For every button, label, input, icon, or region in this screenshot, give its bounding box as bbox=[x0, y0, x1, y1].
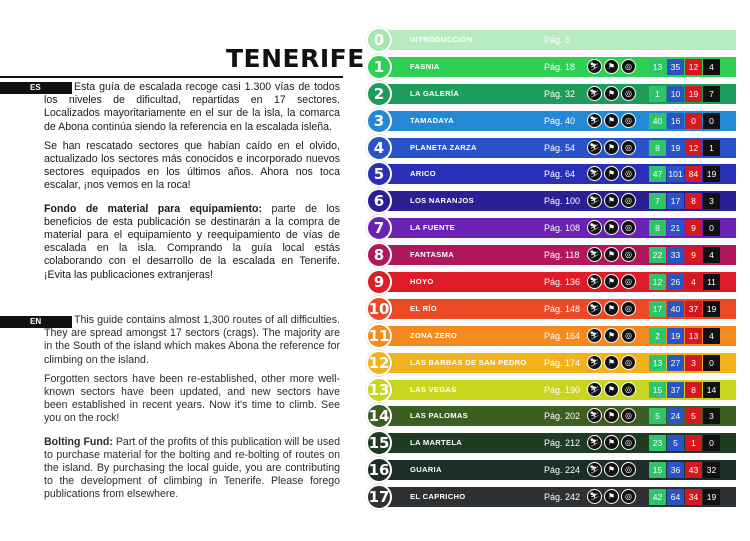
route-count: 4 bbox=[703, 59, 720, 75]
family-icon: ⚑ bbox=[604, 382, 619, 397]
sector-bar bbox=[378, 380, 736, 400]
sector-page: Pág. 100 bbox=[544, 196, 581, 207]
wind-icon: ◎ bbox=[621, 355, 636, 370]
wind-icon: ◎ bbox=[621, 247, 636, 262]
lang-tag-es: ES bbox=[0, 82, 72, 94]
route-counts bbox=[649, 220, 720, 236]
sector-name: EL RÍO bbox=[410, 303, 437, 313]
route-count: 1 bbox=[703, 140, 720, 156]
route-counts bbox=[649, 166, 720, 182]
sector-name: ARICO bbox=[410, 169, 436, 179]
sector-bar bbox=[378, 460, 736, 480]
sector-row[interactable] bbox=[366, 54, 736, 80]
route-count: 3 bbox=[685, 355, 702, 371]
sector-number-badge: 17 bbox=[366, 484, 392, 510]
family-icon: ⚑ bbox=[604, 301, 619, 316]
route-count: 7 bbox=[649, 193, 666, 209]
family-icon: ⚑ bbox=[604, 193, 619, 208]
sector-number-badge: 14 bbox=[366, 403, 392, 429]
sector-name: PLANETA ZARZA bbox=[410, 142, 477, 152]
route-count: 19 bbox=[703, 166, 720, 182]
sector-page: Pág. 212 bbox=[544, 438, 581, 449]
family-icon: ⚑ bbox=[604, 59, 619, 74]
route-counts bbox=[649, 489, 720, 505]
sector-number-badge: 0 bbox=[366, 27, 392, 53]
route-count: 13 bbox=[649, 355, 666, 371]
route-count: 8 bbox=[685, 193, 702, 209]
sector-page: Pág. 190 bbox=[544, 384, 581, 395]
sector-page: Pág. 174 bbox=[544, 357, 581, 368]
route-count: 17 bbox=[667, 193, 684, 209]
sector-icons bbox=[587, 489, 636, 505]
route-counts bbox=[649, 355, 720, 371]
route-count: 7 bbox=[703, 86, 720, 102]
route-counts bbox=[649, 274, 720, 290]
wind-icon: ◎ bbox=[621, 301, 636, 316]
sector-bar bbox=[378, 487, 736, 507]
sector-page: Pág. 164 bbox=[544, 330, 581, 341]
route-counts bbox=[649, 462, 720, 478]
route-count: 12 bbox=[649, 274, 666, 290]
en-fund-heading: Bolting Fund: bbox=[44, 435, 113, 448]
route-count: 33 bbox=[667, 247, 684, 263]
route-count: 13 bbox=[685, 328, 702, 344]
sector-number-badge: 6 bbox=[366, 188, 392, 214]
sector-row[interactable] bbox=[366, 108, 736, 134]
sector-page: Pág. 202 bbox=[544, 411, 581, 422]
route-count: 0 bbox=[703, 435, 720, 451]
route-counts bbox=[649, 408, 720, 424]
hiker-icon: ⛷ bbox=[587, 140, 602, 155]
sector-number-badge: 12 bbox=[366, 350, 392, 376]
wind-icon: ◎ bbox=[621, 462, 636, 477]
route-count: 17 bbox=[649, 301, 666, 317]
route-count: 16 bbox=[667, 113, 684, 129]
sector-row[interactable] bbox=[366, 323, 736, 349]
sector-page: Pág. 32 bbox=[544, 88, 576, 99]
route-counts bbox=[649, 382, 720, 398]
sector-icons bbox=[587, 328, 636, 344]
sector-page: Pág. 242 bbox=[544, 492, 581, 503]
sector-icons bbox=[587, 140, 636, 156]
route-counts bbox=[649, 247, 720, 263]
sector-bar bbox=[378, 299, 736, 319]
sector-number-badge: 7 bbox=[366, 215, 392, 241]
route-count: 21 bbox=[667, 220, 684, 236]
sector-number-badge: 9 bbox=[366, 269, 392, 295]
sector-name: TAMADAYA bbox=[410, 115, 454, 125]
route-count: 26 bbox=[667, 274, 684, 290]
sector-icons bbox=[587, 382, 636, 398]
sector-page: Pág. 18 bbox=[544, 61, 576, 72]
route-count: 19 bbox=[703, 489, 720, 505]
sector-row[interactable] bbox=[366, 350, 736, 376]
sector-name: LAS BARBAS DE SAN PEDRO bbox=[410, 357, 527, 367]
sector-icons bbox=[587, 193, 636, 209]
sector-page: Pág. 108 bbox=[544, 223, 581, 234]
wind-icon: ◎ bbox=[621, 408, 636, 423]
sector-row[interactable] bbox=[366, 377, 736, 403]
route-count: 84 bbox=[685, 166, 702, 182]
route-count: 19 bbox=[667, 328, 684, 344]
sector-row[interactable] bbox=[366, 215, 736, 241]
family-icon: ⚑ bbox=[604, 462, 619, 477]
sector-name: LA GALERÍA bbox=[410, 88, 460, 98]
sector-icons bbox=[587, 59, 636, 75]
page-title: TENERIFE bbox=[226, 44, 365, 73]
sector-bar bbox=[378, 164, 736, 184]
wind-icon: ◎ bbox=[621, 382, 636, 397]
hiker-icon: ⛷ bbox=[587, 193, 602, 208]
sector-icons bbox=[587, 220, 636, 236]
route-count: 42 bbox=[649, 489, 666, 505]
sector-bar bbox=[378, 326, 736, 346]
wind-icon: ◎ bbox=[621, 435, 636, 450]
route-count: 22 bbox=[649, 247, 666, 263]
sector-number-badge: 2 bbox=[366, 81, 392, 107]
sector-name: INTRODUCCIÓN bbox=[410, 35, 473, 44]
sector-bar bbox=[378, 218, 736, 238]
sector-bar bbox=[378, 353, 736, 373]
sector-row[interactable] bbox=[366, 484, 736, 510]
route-count: 24 bbox=[667, 408, 684, 424]
sector-row[interactable] bbox=[366, 403, 736, 429]
wind-icon: ◎ bbox=[621, 220, 636, 235]
sector-number-badge: 15 bbox=[366, 430, 392, 456]
route-count: 14 bbox=[703, 382, 720, 398]
route-count: 0 bbox=[703, 220, 720, 236]
route-count: 8 bbox=[649, 140, 666, 156]
route-count: 8 bbox=[649, 220, 666, 236]
sector-page: Pág. 136 bbox=[544, 277, 581, 288]
en-fund-text: Part of the profits of this publication will be used to purchase material for the bolting and re-bolting of routes on the island. By purchasing the local guide, you are contributing to the development of climbing in Tenerife. Please forego publications from elsewhere. bbox=[44, 435, 340, 501]
route-count: 0 bbox=[703, 113, 720, 129]
family-icon: ⚑ bbox=[604, 86, 619, 101]
route-count: 36 bbox=[667, 462, 684, 478]
es-fund-heading: Fondo de material para equipamiento: bbox=[44, 202, 263, 215]
sector-row[interactable] bbox=[366, 81, 736, 107]
sector-page: Pág. 54 bbox=[544, 142, 576, 153]
route-count: 0 bbox=[703, 355, 720, 371]
sector-name: LAS VEGAS bbox=[410, 384, 457, 394]
hiker-icon: ⛷ bbox=[587, 382, 602, 397]
spanish-text bbox=[44, 81, 340, 288]
sector-row[interactable] bbox=[366, 161, 736, 187]
route-count: 1 bbox=[685, 435, 702, 451]
route-count: 3 bbox=[703, 193, 720, 209]
sector-bar bbox=[378, 272, 736, 292]
route-count: 9 bbox=[685, 220, 702, 236]
sector-row[interactable] bbox=[366, 135, 736, 161]
route-count: 13 bbox=[649, 59, 666, 75]
wind-icon: ◎ bbox=[621, 86, 636, 101]
route-count: 5 bbox=[667, 435, 684, 451]
route-count: 37 bbox=[685, 301, 702, 317]
sector-icons bbox=[587, 247, 636, 263]
sector-icons bbox=[587, 435, 636, 451]
sector-number-badge: 4 bbox=[366, 135, 392, 161]
route-count: 34 bbox=[685, 489, 702, 505]
wind-icon: ◎ bbox=[621, 166, 636, 181]
en-fund-paragraph bbox=[44, 436, 340, 502]
sector-icons bbox=[587, 86, 636, 102]
sector-icons bbox=[587, 301, 636, 317]
sector-page: Pág. 148 bbox=[544, 303, 581, 314]
route-counts bbox=[649, 328, 720, 344]
wind-icon: ◎ bbox=[621, 328, 636, 343]
route-count: 32 bbox=[703, 462, 720, 478]
sector-bar bbox=[378, 57, 736, 77]
hiker-icon: ⛷ bbox=[587, 301, 602, 316]
sector-page: Pág. 64 bbox=[544, 169, 576, 180]
lang-tag-en: EN bbox=[0, 316, 72, 328]
en-paragraph: Forgotten sectors have been re-established, other more well-known sectors have been updated, and new sectors have been established in recent years. Now it's time to climb. See you on the rock! bbox=[44, 372, 340, 425]
sector-name: GUARIA bbox=[410, 465, 442, 475]
route-count: 15 bbox=[649, 382, 666, 398]
route-count: 4 bbox=[703, 328, 720, 344]
family-icon: ⚑ bbox=[604, 355, 619, 370]
family-icon: ⚑ bbox=[604, 220, 619, 235]
es-fund-text: parte de los beneficios de esta publicación se destinarán a la compra de material para el equipamiento y reequipamiento de vías de escalada en la isla. Comprando la guía local estás colaborando con el desarrollo de la escalada en Tenerife. ¡Evita las publicaciones extranjeras! bbox=[44, 202, 340, 281]
hiker-icon: ⛷ bbox=[587, 489, 602, 504]
route-count: 40 bbox=[649, 113, 666, 129]
sector-page: Pág. 40 bbox=[544, 115, 576, 126]
route-count: 43 bbox=[685, 462, 702, 478]
route-counts bbox=[649, 435, 720, 451]
es-paragraph: Se han rescatado sectores que habían caído en el olvido, actualizado los sectores más conocidos e incorporado nuevos sectores equipados en los últimos años. Ahora nos toca escalar, ¡nos vemos en la roca! bbox=[44, 139, 340, 192]
route-count: 5 bbox=[685, 408, 702, 424]
sector-icons bbox=[587, 462, 636, 478]
route-count: 37 bbox=[667, 382, 684, 398]
sector-number-badge: 11 bbox=[366, 323, 392, 349]
sector-row[interactable] bbox=[366, 242, 736, 268]
route-count: 3 bbox=[703, 408, 720, 424]
route-count: 15 bbox=[649, 462, 666, 478]
sector-name: LA MARTELA bbox=[410, 438, 463, 448]
route-counts bbox=[649, 193, 720, 209]
sector-page: Pág. 224 bbox=[544, 465, 581, 476]
family-icon: ⚑ bbox=[604, 166, 619, 181]
sector-bar bbox=[378, 406, 736, 426]
hiker-icon: ⛷ bbox=[587, 166, 602, 181]
route-count: 40 bbox=[667, 301, 684, 317]
sector-row[interactable] bbox=[366, 188, 736, 214]
hiker-icon: ⛷ bbox=[587, 355, 602, 370]
sector-bar bbox=[378, 191, 736, 211]
route-count: 0 bbox=[685, 113, 702, 129]
wind-icon: ◎ bbox=[621, 59, 636, 74]
route-counts bbox=[649, 140, 720, 156]
hiker-icon: ⛷ bbox=[587, 59, 602, 74]
sector-bar bbox=[378, 84, 736, 104]
sector-number-badge: 16 bbox=[366, 457, 392, 483]
hiker-icon: ⛷ bbox=[587, 220, 602, 235]
family-icon: ⚑ bbox=[604, 140, 619, 155]
sector-number-badge: 1 bbox=[366, 54, 392, 80]
es-fund-paragraph bbox=[44, 203, 340, 282]
hiker-icon: ⛷ bbox=[587, 408, 602, 423]
title-rule bbox=[0, 76, 343, 78]
route-count: 11 bbox=[703, 274, 720, 290]
family-icon: ⚑ bbox=[604, 274, 619, 289]
route-count: 9 bbox=[685, 247, 702, 263]
sector-row[interactable] bbox=[366, 269, 736, 295]
sector-row[interactable] bbox=[366, 27, 736, 53]
sector-list bbox=[366, 27, 736, 511]
route-count: 19 bbox=[685, 86, 702, 102]
sector-name: HOYO bbox=[410, 277, 434, 287]
sector-icons bbox=[587, 113, 636, 129]
sector-name: FANTASMA bbox=[410, 250, 455, 260]
hiker-icon: ⛷ bbox=[587, 274, 602, 289]
route-count: 2 bbox=[649, 328, 666, 344]
route-count: 4 bbox=[703, 247, 720, 263]
sector-number-badge: 3 bbox=[366, 108, 392, 134]
sector-number-badge: 10 bbox=[366, 296, 392, 322]
route-count: 35 bbox=[667, 59, 684, 75]
route-count: 12 bbox=[685, 140, 702, 156]
sector-bar bbox=[378, 111, 736, 131]
wind-icon: ◎ bbox=[621, 489, 636, 504]
route-counts bbox=[649, 113, 720, 129]
family-icon: ⚑ bbox=[604, 435, 619, 450]
route-count: 19 bbox=[703, 301, 720, 317]
wind-icon: ◎ bbox=[621, 193, 636, 208]
hiker-icon: ⛷ bbox=[587, 247, 602, 262]
family-icon: ⚑ bbox=[604, 489, 619, 504]
family-icon: ⚑ bbox=[604, 328, 619, 343]
hiker-icon: ⛷ bbox=[587, 462, 602, 477]
en-paragraph: This guide contains almost 1,300 routes of all difficulties. They are spread amongst 17 sectors (crags). The majority are in the South of the island which makes Abona the reference for climbing on the island. bbox=[44, 314, 340, 366]
sector-name: LAS PALOMAS bbox=[410, 411, 469, 421]
sector-page: Pág. 6 bbox=[544, 35, 571, 45]
route-count: 27 bbox=[667, 355, 684, 371]
sector-icons bbox=[587, 166, 636, 182]
sector-name: EL CAPRICHO bbox=[410, 492, 466, 502]
es-paragraph: Esta guía de escalada recoge casi 1.300 vías de todos los niveles de dificultad, repartidas en 17 sectores. Localizados mayoritariamente en el sur de la isla, la comarca de Abona continúa siendo la referencia en la escalada isleña. bbox=[44, 81, 340, 133]
sector-bar bbox=[378, 30, 736, 50]
route-count: 12 bbox=[685, 59, 702, 75]
hiker-icon: ⛷ bbox=[587, 435, 602, 450]
hiker-icon: ⛷ bbox=[587, 86, 602, 101]
route-count: 101 bbox=[667, 166, 684, 182]
sector-name: ZONA ZERO bbox=[410, 330, 458, 340]
sector-row[interactable] bbox=[366, 296, 736, 322]
route-counts bbox=[649, 86, 720, 102]
route-count: 8 bbox=[685, 382, 702, 398]
route-count: 5 bbox=[649, 408, 666, 424]
sector-bar bbox=[378, 245, 736, 265]
wind-icon: ◎ bbox=[621, 274, 636, 289]
route-count: 4 bbox=[685, 274, 702, 290]
route-count: 19 bbox=[667, 140, 684, 156]
route-counts bbox=[649, 59, 720, 75]
sector-name: FASNIA bbox=[410, 61, 440, 71]
route-counts bbox=[649, 301, 720, 317]
sector-row[interactable] bbox=[366, 457, 736, 483]
sector-number-badge: 13 bbox=[366, 377, 392, 403]
family-icon: ⚑ bbox=[604, 113, 619, 128]
hiker-icon: ⛷ bbox=[587, 113, 602, 128]
wind-icon: ◎ bbox=[621, 113, 636, 128]
sector-page: Pág. 118 bbox=[544, 250, 580, 261]
wind-icon: ◎ bbox=[621, 140, 636, 155]
family-icon: ⚑ bbox=[604, 247, 619, 262]
route-count: 64 bbox=[667, 489, 684, 505]
route-count: 1 bbox=[649, 86, 666, 102]
route-count: 10 bbox=[667, 86, 684, 102]
english-text bbox=[44, 314, 340, 508]
sector-bar bbox=[378, 138, 736, 158]
sector-icons bbox=[587, 355, 636, 371]
sector-number-badge: 8 bbox=[366, 242, 392, 268]
sector-name: LOS NARANJOS bbox=[410, 196, 474, 206]
sector-icons bbox=[587, 274, 636, 290]
route-count: 23 bbox=[649, 435, 666, 451]
route-count: 47 bbox=[649, 166, 666, 182]
sector-bar bbox=[378, 433, 736, 453]
family-icon: ⚑ bbox=[604, 408, 619, 423]
sector-row[interactable] bbox=[366, 430, 736, 456]
sector-name: LA FUENTE bbox=[410, 223, 456, 233]
sector-icons bbox=[587, 408, 636, 424]
hiker-icon: ⛷ bbox=[587, 328, 602, 343]
sector-number-badge: 5 bbox=[366, 161, 392, 187]
